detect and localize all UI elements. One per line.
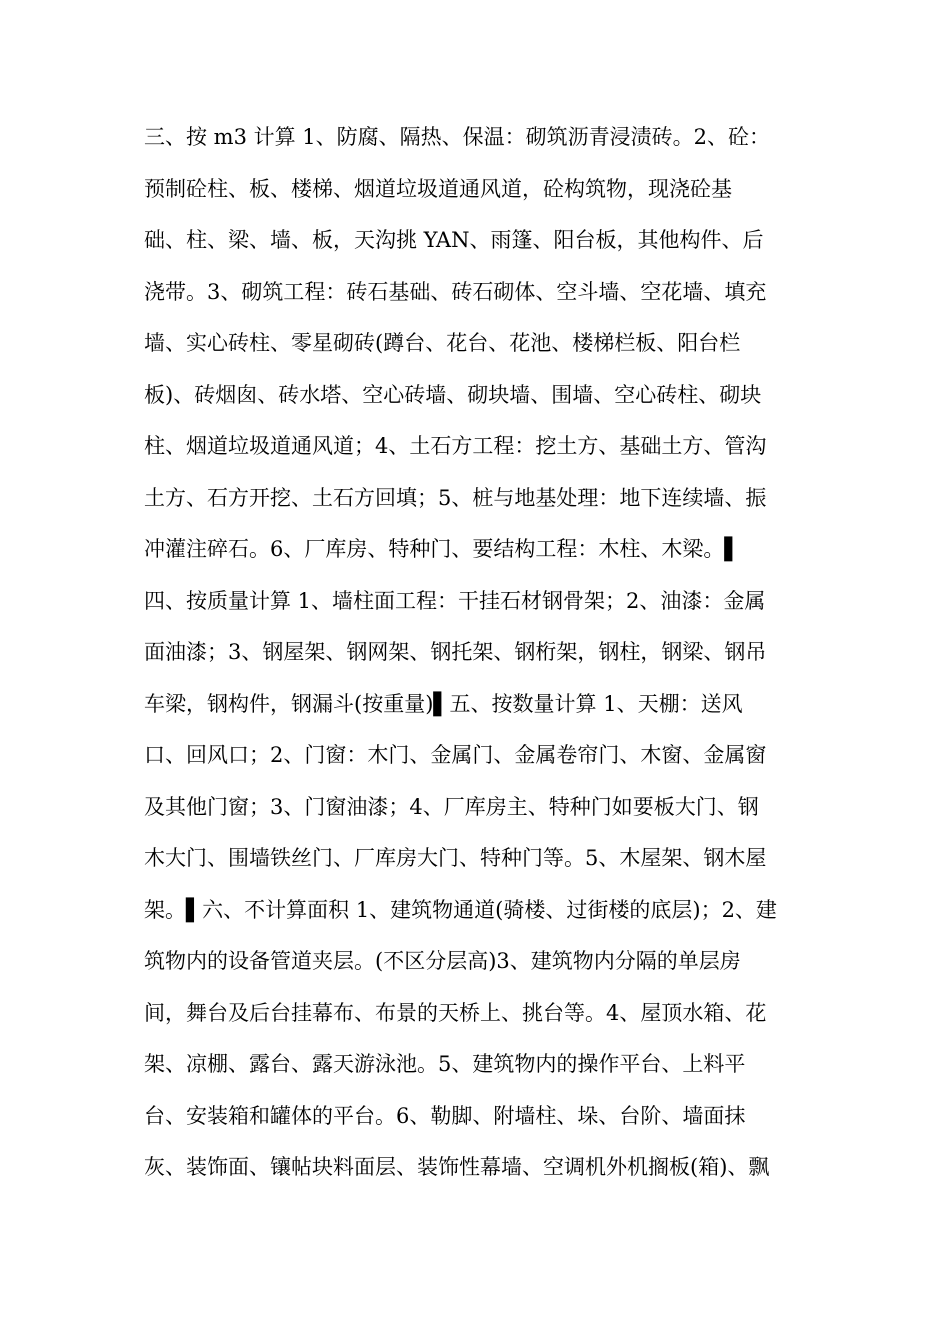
text-line: 浇带。3、砌筑工程：砖石基础、砖石砌体、空斗墙、空花墙、填充 [144,279,767,304]
text-line: 口、回风口；2、门窗：木门、金属门、金属卷帘门、木窗、金属窗 [144,743,767,767]
text-line: 土方、石方开挖、土石方回填；5、桩与地基处理：地下连续墙、振 [144,485,767,510]
text-line: 车梁，钢构件，钢漏斗(按重量)▌五、按数量计算 1、天棚：送风 [144,691,743,716]
text-line: 木大门、围墙铁丝门、厂库房大门、特种门等。5、木屋架、钢木屋 [144,846,767,870]
text-line: 预制砼柱、板、楼梯、烟道垃圾道通风道，砼构筑物，现浇砼基 [144,176,732,201]
text-line: 间，舞台及后台挂幕布、布景的天桥上、挑台等。4、屋顶水箱、花 [144,1000,767,1025]
text-line: 四、按质量计算 1、墙柱面工程：干挂石材钢骨架；2、油漆：金属 [144,588,766,613]
body-text [144,112,824,1194]
text-line: 础、柱、梁、墙、板，天沟挑 YAN、雨篷、阳台板，其他构件、后 [144,228,764,252]
text-line: 冲灌注碎石。6、厂库房、特种门、要结构工程：木柱、木梁。▌ [144,537,741,561]
text-line: 灰、装饰面、镶帖块料面层、装饰性幕墙、空调机外机搁板(箱)、飘 [144,1155,770,1179]
text-line: 面油漆；3、钢屋架、钢网架、钢托架、钢桁架，钢柱，钢梁、钢吊 [144,640,767,664]
text-line: 架、凉棚、露台、露天游泳池。5、建筑物内的操作平台、上料平 [144,1052,746,1076]
text-line: 及其他门窗；3、门窗油漆；4、厂库房主、特种门如要板大门、钢 [144,794,759,819]
text-line: 架。▌六、不计算面积 1、建筑物通道(骑楼、过街楼的底层)；2、建 [144,897,777,922]
text-line: 台、安装箱和罐体的平台。6、勒脚、附墙柱、垛、台阶、墙面抹 [144,1103,746,1128]
text-line: 板)、砖烟囱、砖水塔、空心砖墙、砌块墙、围墙、空心砖柱、砌块 [144,382,762,407]
text-line: 柱、烟道垃圾道通风道；4、土石方工程：挖土方、基础土方、管沟 [144,434,767,458]
text-line: 筑物内的设备管道夹层。(不区分层高)3、建筑物内分隔的单层房 [144,949,741,973]
text-line: 墙、实心砖柱、零星砌砖(蹲台、花台、花池、楼梯栏板、阳台栏 [144,331,741,355]
text-line: 三、按 m3 计算 1、防腐、隔热、保温：砌筑沥青浸渍砖。2、砼： [144,125,771,149]
